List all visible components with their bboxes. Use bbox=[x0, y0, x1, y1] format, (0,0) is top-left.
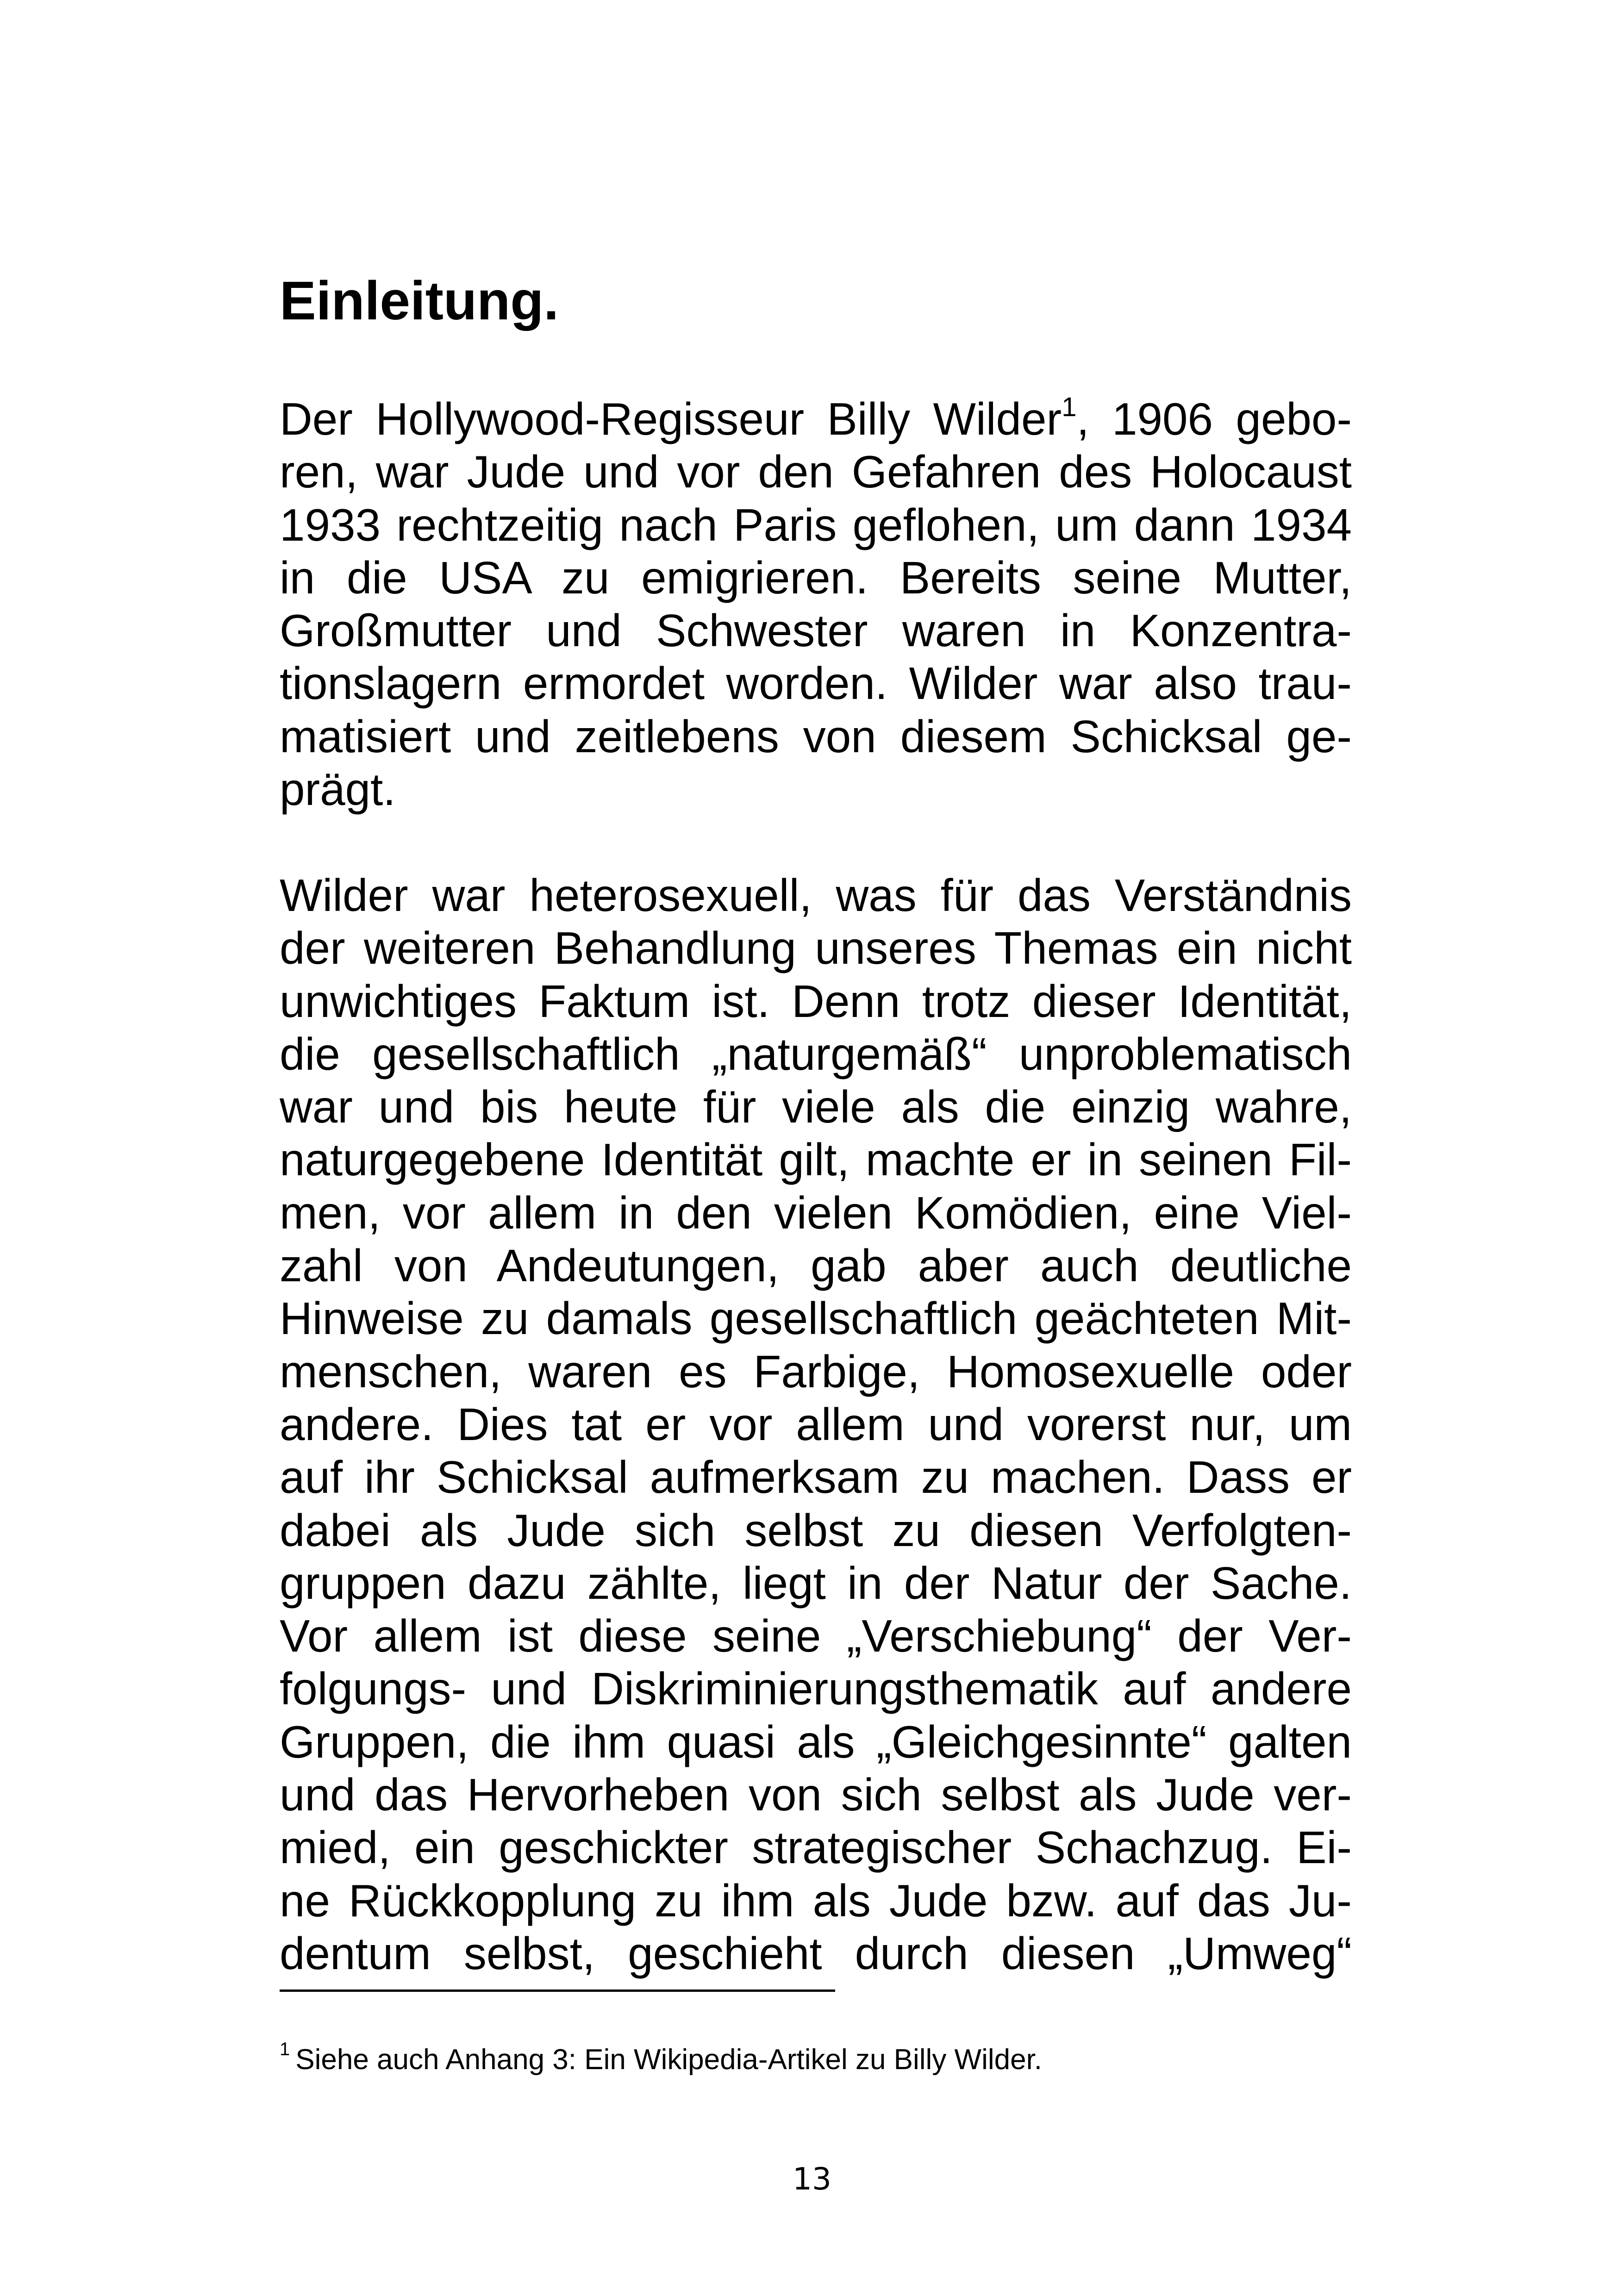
footnote-text: Siehe auch Anhang 3: Ein Wikipedia-Artikel zu Billy Wilder. bbox=[295, 2044, 1043, 2076]
footnote-marker: 1 bbox=[280, 2039, 290, 2060]
paragraph-line: prägt. bbox=[280, 764, 396, 815]
paragraph-line: men, vor allem in den vielen Komödien, eine Viel- bbox=[280, 1187, 1352, 1238]
paragraph-line: 1933 rechtzeitig nach Paris geflohen, um dann 1934 bbox=[280, 499, 1352, 550]
paragraph-line: in die USA zu emigrieren. Bereits seine Mutter, bbox=[280, 552, 1352, 603]
paragraph-line: auf ihr Schicksal aufmerksam zu machen. Dass er bbox=[280, 1452, 1352, 1503]
footnote-reference[interactable]: 1 bbox=[1062, 392, 1077, 423]
paragraph-line: Großmutter und Schwester waren in Konzentra- bbox=[280, 605, 1352, 656]
chapter-heading: Einleitung. bbox=[280, 270, 559, 331]
paragraph-line: folgungs- und Diskriminierungsthematik auf andere bbox=[280, 1663, 1352, 1715]
paragraph-line: zahl von Andeutungen, gab aber auch deutliche bbox=[280, 1240, 1352, 1291]
paragraph-line: menschen, waren es Farbige, Homosexuelle oder bbox=[280, 1346, 1352, 1397]
paragraph-line: ne Rückkopplung zu ihm als Jude bzw. auf das Ju- bbox=[280, 1875, 1352, 1926]
paragraph-line: dabei als Jude sich selbst zu diesen Verfolgten- bbox=[280, 1504, 1352, 1556]
paragraph-line: war und bis heute für viele als die einzig wahre, bbox=[280, 1081, 1352, 1133]
line-text: Der Hollywood-Regisseur Billy Wilder bbox=[280, 393, 1062, 444]
line-text: , 1906 gebo- bbox=[1076, 393, 1352, 444]
paragraph-line: mied, ein geschickter strategischer Schachzug. Ei- bbox=[280, 1822, 1352, 1873]
paragraph-line: und das Hervorheben von sich selbst als Jude ver- bbox=[280, 1769, 1352, 1821]
paragraph-line: dentum selbst, geschieht durch diesen „Umweg“ bbox=[280, 1927, 1352, 1979]
paragraph-2 bbox=[280, 869, 1352, 1980]
paragraph-line: Gruppen, die ihm quasi als „Gleichgesinnte“ galten bbox=[280, 1716, 1352, 1767]
paragraph-line: andere. Dies tat er vor allem und vorerst nur, um bbox=[280, 1398, 1352, 1450]
paragraph-line: ren, war Jude und vor den Gefahren des Holocaust bbox=[280, 446, 1352, 498]
paragraph-line: matisiert und zeitlebens von diesem Schicksal ge- bbox=[280, 711, 1352, 762]
paragraph-line: tionslagern ermordet worden. Wilder war also trau- bbox=[280, 658, 1352, 709]
paragraph-line: die gesellschaftlich „naturgemäß“ unproblematisch bbox=[280, 1028, 1352, 1079]
paragraph-line bbox=[280, 393, 1352, 445]
paragraph-line: unwichtiges Faktum ist. Denn trotz dieser Identität, bbox=[280, 975, 1352, 1027]
page-number: 13 bbox=[793, 2161, 831, 2197]
paragraph-line: Wilder war heterosexuell, was für das Verständnis bbox=[280, 870, 1352, 921]
footnote-divider bbox=[280, 1989, 835, 1992]
paragraph-line: naturgegebene Identität gilt, machte er in seinen Fil- bbox=[280, 1134, 1352, 1185]
paragraph-line: Hinweise zu damals gesellschaftlich geächteten Mit- bbox=[280, 1293, 1352, 1344]
paragraph-line: Vor allem ist diese seine „Verschiebung“ der Ver- bbox=[280, 1610, 1352, 1662]
footnote bbox=[280, 2041, 1042, 2078]
paragraph-1 bbox=[280, 393, 1352, 816]
paragraph-line: gruppen dazu zählte, liegt in der Natur der Sache. bbox=[280, 1557, 1352, 1609]
paragraph-line: der weiteren Behandlung unseres Themas ein nicht bbox=[280, 923, 1352, 974]
